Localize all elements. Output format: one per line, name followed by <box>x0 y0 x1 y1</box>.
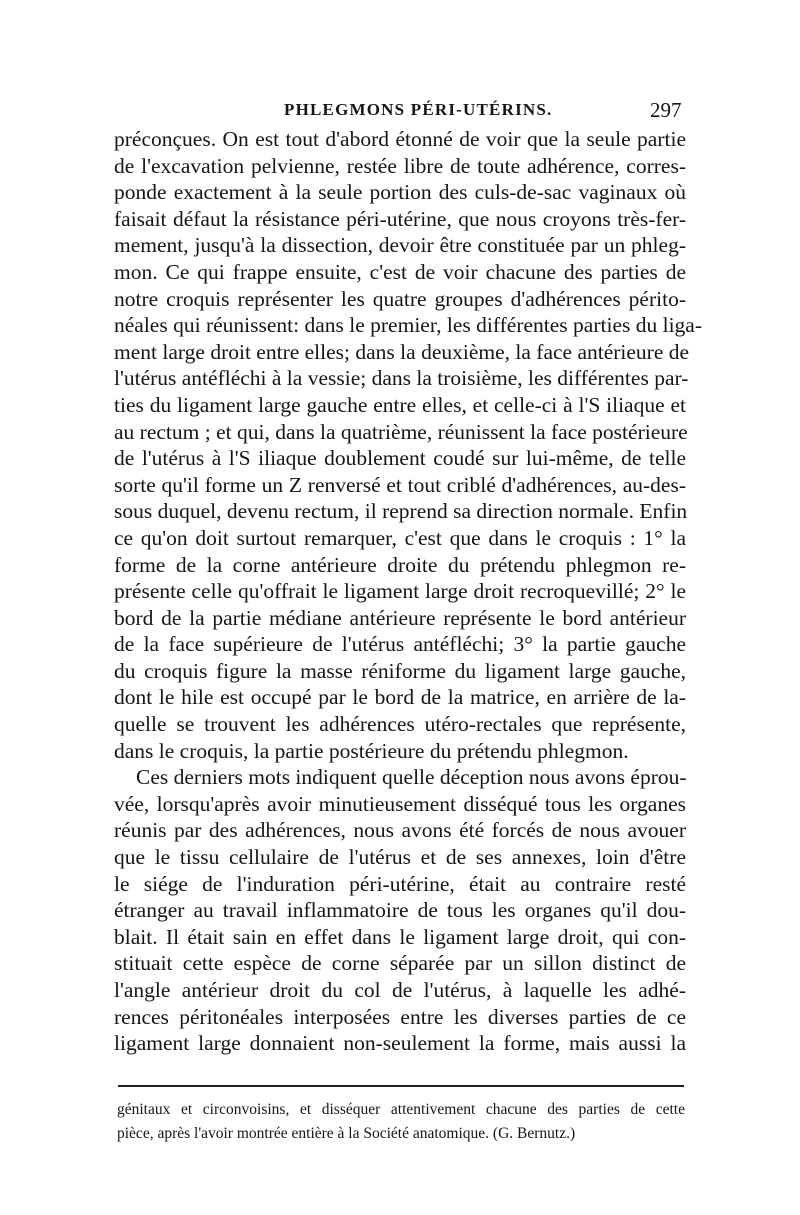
text-line: faisait défaut la résistance péri-utérine, que nous croyons très-fer- <box>114 206 686 231</box>
text-line: de l'utérus à l'S iliaque doublement coudé sur lui-même, de telle <box>114 446 686 471</box>
body-text <box>114 126 703 1057</box>
text-line: néales qui réunissent: dans le premier, les différentes parties du liga- <box>114 313 703 338</box>
text-line: dont le hile est occupé par le bord de la matrice, en arrière de la- <box>114 685 686 710</box>
text-line: ce qu'on doit surtout remarquer, c'est que dans le croquis : 1° la <box>114 525 686 550</box>
text-line: le siége de l'induration péri-utérine, était au contraire resté <box>114 871 686 896</box>
text-line: que le tissu cellulaire de l'utérus et de ses annexes, loin d'être <box>114 845 686 870</box>
text-line: réunis par des adhérences, nous avons été forcés de nous avouer <box>114 818 686 843</box>
text-line: sous duquel, devenu rectum, il reprend sa direction normale. Enfin <box>114 499 688 524</box>
text-line: au rectum ; et qui, dans la quatrième, réunissent la face postérieure <box>114 419 688 444</box>
footnote-line: génitaux et circonvoisins, et disséquer attentivement chacune des parties de cette <box>117 1101 685 1118</box>
text-line: bord de la partie médiane antérieure représente le bord antérieur <box>114 605 686 630</box>
paragraph-start-line: Ces derniers mots indiquent quelle déception nous avons éprou- <box>136 765 687 790</box>
text-line: de l'excavation pelvienne, restée libre de toute adhérence, corres- <box>114 153 686 178</box>
text-line: l'angle antérieur droit du col de l'utérus, à laquelle les adhé- <box>114 978 686 1002</box>
text-line: présente celle qu'offrait le ligament large droit recroquevillé; 2° le <box>114 579 686 604</box>
running-head <box>0 98 800 128</box>
footnote <box>117 1098 685 1146</box>
text-line: sorte qu'il forme un Z renversé et tout criblé d'adhérences, au-des- <box>114 472 686 497</box>
text-line: du croquis figure la masse réniforme du ligament large gauche, <box>114 658 686 683</box>
text-line: de la face supérieure de l'utérus antéfléchi; 3° la partie gauche <box>114 632 686 657</box>
page-number: 297 <box>650 98 682 122</box>
text-line: forme de la corne antérieure droite du prétendu phlegmon re- <box>114 552 686 577</box>
paragraph-end-line: dans le croquis, la partie postérieure du prétendu phlegmon. <box>114 738 629 763</box>
text-line: blait. Il était sain en effet dans le ligament large droit, qui con- <box>114 924 686 949</box>
text-line: ment large droit entre elles; dans la deuxième, la face antérieure de <box>114 339 690 364</box>
text-line: ties du ligament large gauche entre elles, et celle-ci à l'S iliaque et <box>114 392 686 417</box>
text-line: stituait cette espèce de corne séparée par un sillon distinct de <box>114 951 686 976</box>
text-line: rences péritonéales interposées entre les diverses parties de ce <box>114 1004 686 1029</box>
text-line: ponde exactement à la seule portion des culs-de-sac vaginaux où <box>114 180 686 205</box>
text-line: l'utérus antéfléchi à la vessie; dans la troisième, les différentes par- <box>114 366 689 391</box>
text-line: mement, jusqu'à la dissection, devoir être constituée par un phleg- <box>114 233 686 258</box>
text-line: notre croquis représenter les quatre groupes d'adhérences périto- <box>114 286 686 311</box>
text-line: préconçues. On est tout d'abord étonné de voir que la seule partie <box>114 127 686 151</box>
text-line: étranger au travail inflammatoire de tous les organes qu'il dou- <box>114 898 686 923</box>
footnote-line: pièce, après l'avoir montrée entière à la Société anatomique. (G. Bernutz.) <box>117 1125 576 1142</box>
text-line: vée, lorsqu'après avoir minutieusement disséqué tous les organes <box>114 791 686 816</box>
footnote-rule <box>118 1085 684 1087</box>
running-title: PHLEGMONS PÉRI-UTÉRINS. <box>284 100 553 119</box>
text-line: ligament large donnaient non-seulement la forme, mais aussi la <box>114 1031 686 1056</box>
text-line: quelle se trouvent les adhérences utéro-rectales que représente, <box>114 712 686 737</box>
text-line: mon. Ce qui frappe ensuite, c'est de voir chacune des parties de <box>114 259 686 284</box>
